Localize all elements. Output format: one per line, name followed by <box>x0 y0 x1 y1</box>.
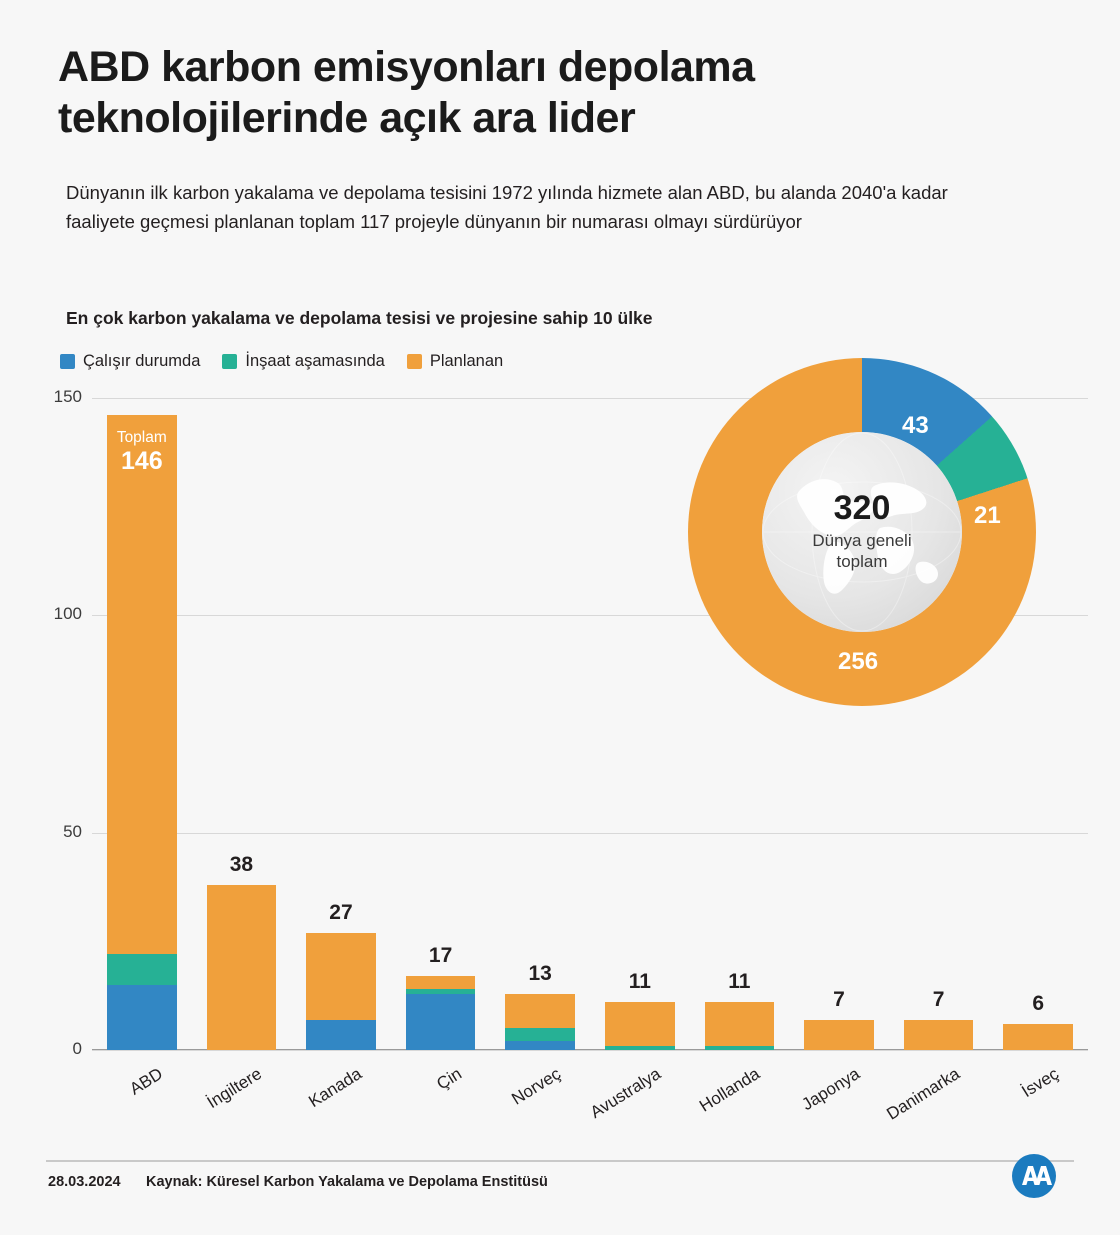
bar-group[interactable] <box>605 970 675 1050</box>
bar-segment[interactable] <box>1003 1024 1073 1050</box>
y-axis-tick-label: 150 <box>53 387 82 406</box>
footer-divider <box>46 1160 1074 1162</box>
chart-legend <box>60 352 503 371</box>
bar-segment[interactable] <box>505 994 575 1029</box>
footer-source: Kaynak: Küresel Karbon Yakalama ve Depolama Enstitüsü <box>146 1174 548 1190</box>
usa-callout <box>107 429 177 474</box>
page-subtitle: Dünyanın ilk karbon yakalama ve depolama tesisini 1972 yılında hizmete alan ABD, bu alanda 2040'a kadar faaliyete geçmesi planlanan toplam 117 projeyle dünyanın bir numarası olmayı sürdürüyor <box>66 182 948 233</box>
x-axis-tick-label: İngiltere <box>204 1064 266 1113</box>
bar-group[interactable] <box>705 970 775 1050</box>
donut-value-planned: 256 <box>838 648 879 675</box>
bar-segment[interactable] <box>505 1041 575 1050</box>
bar-total-label: 13 <box>528 961 552 985</box>
bar-segment[interactable] <box>306 933 376 1020</box>
aa-logo-icon <box>1006 1152 1062 1200</box>
donut-chart <box>688 358 1036 706</box>
bar-segment[interactable] <box>705 1002 775 1045</box>
bar-group[interactable] <box>306 900 376 1050</box>
donut-value-operational: 43 <box>902 412 929 439</box>
bar-group[interactable] <box>1003 991 1073 1050</box>
gridline <box>92 1050 1088 1051</box>
x-axis-tick-label: Hollanda <box>696 1064 764 1116</box>
bar-group[interactable] <box>107 415 177 1050</box>
x-axis-tick-label: Japonya <box>798 1064 864 1115</box>
legend-item-construction <box>222 352 384 371</box>
donut-value-construction: 21 <box>974 502 1001 529</box>
donut-caption-line2: toplam <box>836 552 888 572</box>
bar-segment[interactable] <box>107 985 177 1050</box>
legend-swatch-planned <box>407 354 422 369</box>
y-axis-tick-label: 100 <box>53 604 82 624</box>
chart-x-axis-labels <box>92 1056 1088 1156</box>
bar-group[interactable] <box>804 987 874 1050</box>
usa-callout-value: 146 <box>120 446 163 475</box>
x-axis-tick-label: Avustralya <box>586 1064 664 1123</box>
bar-total-label: 7 <box>932 987 945 1011</box>
bar-total-label: 38 <box>229 852 254 876</box>
x-axis-tick-label: İsveç <box>1018 1064 1063 1102</box>
x-axis-tick-label: Çin <box>432 1064 465 1094</box>
bar-segment[interactable] <box>705 1046 775 1050</box>
legend-label-planned: Planlanan <box>429 352 504 370</box>
bar-segment[interactable] <box>406 989 476 993</box>
bar-segment[interactable] <box>904 1020 974 1050</box>
page-title: ABD karbon emisyonları depolama teknolojilerinde açık ara lider <box>58 43 755 142</box>
bar-segment[interactable] <box>406 976 476 989</box>
bar-segment[interactable] <box>406 994 476 1051</box>
x-axis-tick-label: Kanada <box>305 1064 366 1112</box>
bar-total-label: 7 <box>833 987 845 1011</box>
bar-total-label: 27 <box>329 900 353 924</box>
footer-date: 28.03.2024 <box>48 1174 121 1190</box>
x-axis-tick-label: Norveç <box>508 1064 565 1109</box>
usa-callout-label: Toplam <box>116 429 167 447</box>
donut-total-value: 320 <box>833 489 891 528</box>
bar-segment[interactable] <box>107 415 177 954</box>
bar-group[interactable] <box>505 961 575 1051</box>
bar-total-label: 11 <box>628 970 651 994</box>
bar-total-label: 6 <box>1032 991 1045 1015</box>
bar-segment[interactable] <box>306 1020 376 1050</box>
donut-center-label <box>762 432 962 632</box>
chart-title: En çok karbon yakalama ve depolama tesisi ve projesine sahip 10 ülke <box>66 308 653 328</box>
legend-label-operational: Çalışır durumda <box>83 352 201 370</box>
legend-swatch-operational <box>60 354 75 369</box>
bar-total-label: 17 <box>428 944 453 968</box>
donut-caption <box>812 530 911 573</box>
bar-segment[interactable] <box>505 1028 575 1041</box>
donut-caption-line1: Dünya geneli <box>812 531 912 551</box>
bar-total-label: 11 <box>728 970 751 994</box>
bar-segment[interactable] <box>605 1002 675 1045</box>
bar-group[interactable] <box>904 987 974 1050</box>
legend-label-construction: İnşaat aşamasında <box>245 352 385 370</box>
bar-segment[interactable] <box>605 1046 675 1050</box>
x-axis-tick-label: ABD <box>126 1064 166 1099</box>
y-axis-tick-label: 50 <box>63 821 82 841</box>
x-axis-tick-label: Danimarka <box>882 1064 963 1124</box>
bar-segment[interactable] <box>107 954 177 984</box>
bar-group[interactable] <box>406 944 476 1050</box>
bar-segment[interactable] <box>804 1020 874 1050</box>
legend-item-planned <box>407 352 503 371</box>
bar-group[interactable] <box>207 852 277 1050</box>
legend-item-operational <box>60 352 200 371</box>
bar-segment[interactable] <box>207 885 277 1050</box>
legend-swatch-construction <box>222 354 237 369</box>
y-axis-tick-label: 0 <box>72 1039 82 1058</box>
